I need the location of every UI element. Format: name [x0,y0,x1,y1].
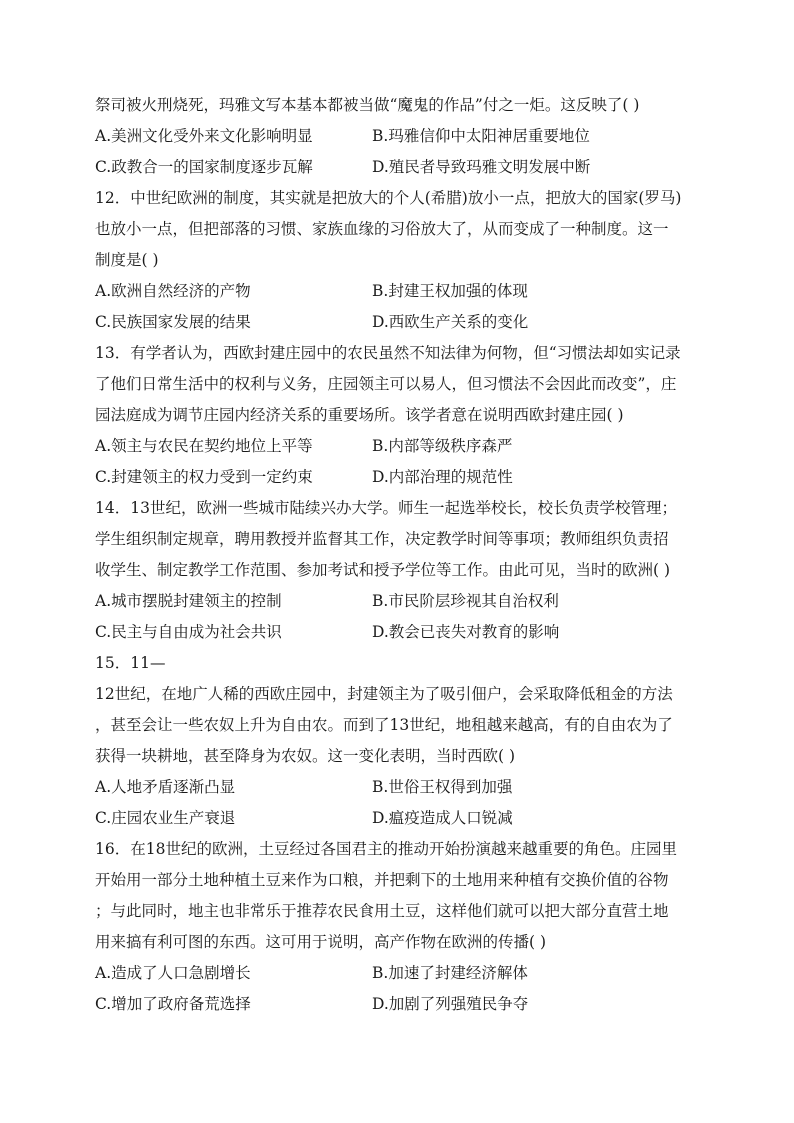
option-row [95,989,705,1020]
option-d[interactable]: D.瘟疫造成人口锐减 [372,809,513,827]
option-b[interactable]: B.市民阶层珍视其自治权利 [372,592,559,610]
option-c[interactable]: C.庄园农业生产衰退 [95,809,236,827]
question-14 [95,493,705,648]
option-a[interactable]: A.造成了人口急剧增长 [95,964,251,982]
option-row [95,307,705,338]
question-stem-line: 获得一块耕地，甚至降身为农奴。这一变化表明，当时西欧( ) [95,747,516,765]
option-row [95,803,705,834]
option-row [95,462,705,493]
question-15 [95,648,705,834]
question-stem-line: 开始用一部分土地种植土豆来作为口粮，并把剩下的土地用来种植有交换价值的谷物 [95,871,669,889]
option-row [95,121,705,152]
option-row [95,431,705,462]
option-row [95,152,705,183]
question-12 [95,183,705,338]
option-c[interactable]: C.封建领主的权力受到一定约束 [95,468,313,486]
option-d[interactable]: D.西欧生产关系的变化 [372,313,529,331]
option-a[interactable]: A.领主与农民在契约地位上平等 [95,437,313,455]
question-stem-line: 12世纪，在地广人稀的西欧庄园中，封建领主为了吸引佃户，会采取降低租金的方法 [95,685,673,703]
option-b[interactable]: B.玛雅信仰中太阳神居重要地位 [372,127,590,145]
option-a[interactable]: A.城市摆脱封建领主的控制 [95,592,282,610]
option-a[interactable]: A.人地矛盾逐渐凸显 [95,778,236,796]
exam-page [95,90,705,1020]
option-c[interactable]: C.民主与自由成为社会共识 [95,623,282,641]
question-stem-line: 12．中世纪欧洲的制度，其实就是把放大的个人(希腊)放小一点，把放大的国家(罗马) [95,189,682,207]
option-row [95,276,705,307]
question-stem-line: 16．在18世纪的欧洲，土豆经过各国君主的推动开始扮演越来越重要的角色。庄园里 [95,840,677,858]
option-d[interactable]: D.殖民者导致玛雅文明发展中断 [372,158,591,176]
question-stem-line: 制度是( ) [95,251,159,269]
option-b[interactable]: B.世俗王权得到加强 [372,778,513,796]
option-d[interactable]: D.教会已丧失对教育的影响 [372,623,560,641]
question-stem-line: 13．有学者认为，西欧封建庄园中的农民虽然不知法律为何物，但“习惯法却如实记录 [95,344,681,362]
question-stem-line: ，甚至会让一些农奴上升为自由农。而到了13世纪，地租越来越高，有的自由农为了 [95,716,673,734]
option-c[interactable]: C.政教合一的国家制度逐步瓦解 [95,158,313,176]
option-row [95,617,705,648]
option-c[interactable]: C.民族国家发展的结果 [95,313,251,331]
question-11 [95,90,705,183]
question-stem-line: 14．13世纪，欧洲一些城市陆续兴办大学。师生一起选举校长，校长负责学校管理； [95,499,677,517]
question-16 [95,834,705,1020]
option-b[interactable]: B.封建王权加强的体现 [372,282,528,300]
option-c[interactable]: C.增加了政府备荒选择 [95,995,251,1013]
question-stem-line: 收学生、制定教学工作范围、参加考试和授予学位等工作。由此可见，当时的欧洲( ) [95,561,671,579]
option-d[interactable]: D.内部治理的规范性 [372,468,513,486]
question-stem-line: 15．11— [95,654,166,672]
question-stem-line: 园法庭成为调节庄园内经济关系的重要场所。该学者意在说明西欧封建庄园( ) [95,406,624,424]
question-stem-line: ；与此同时，地主也非常乐于推荐农民食用土豆，这样他们就可以把大部分直营土地 [95,902,669,920]
option-row [95,958,705,989]
question-13 [95,338,705,493]
option-row [95,586,705,617]
option-a[interactable]: A.美洲文化受外来文化影响明显 [95,127,313,145]
question-stem-line: 用来搞有利可图的东西。这可用于说明，高产作物在欧洲的传播( ) [95,933,547,951]
option-row [95,772,705,803]
question-stem-line: 了他们日常生活中的权利与义务，庄园领主可以易人，但习惯法不会因此而改变”，庄 [95,375,677,393]
option-b[interactable]: B.加速了封建经济解体 [372,964,528,982]
question-stem-line: 也放小一点，但把部落的习惯、家族血缘的习俗放大了，从而变成了一种制度。这一 [95,220,669,238]
option-a[interactable]: A.欧洲自然经济的产物 [95,282,251,300]
question-stem-line: 祭司被火刑烧死，玛雅文写本基本都被当做“魔鬼的作品”付之一炬。这反映了( ) [95,96,640,114]
option-b[interactable]: B.内部等级秩序森严 [372,437,513,455]
question-stem-line: 学生组织制定规章，聘用教授并监督其工作，决定教学时间等事项；教师组织负责招 [95,530,669,548]
option-d[interactable]: D.加剧了列强殖民争夺 [372,995,529,1013]
